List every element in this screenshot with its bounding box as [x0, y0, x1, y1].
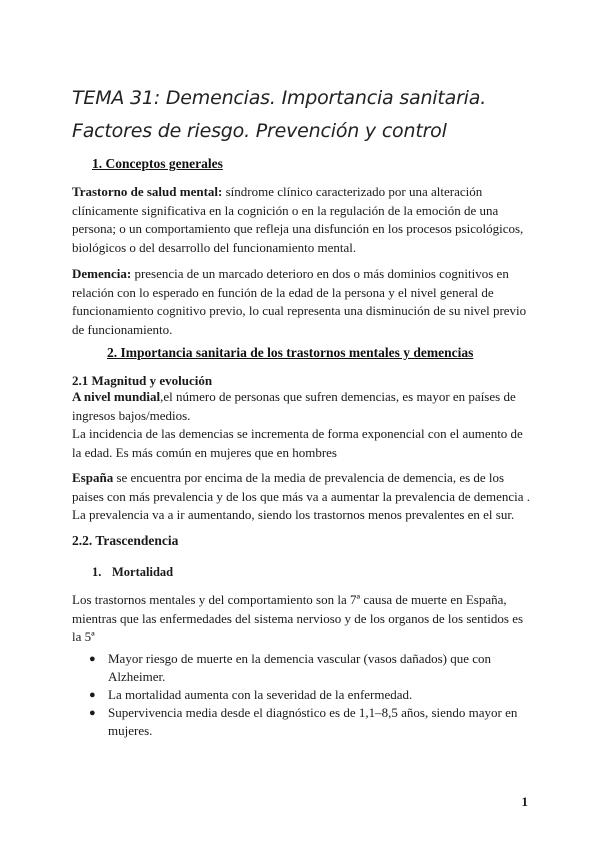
paragraph-line: La prevalencia va a ir aumentando, siendo los trastornos menos prevalentes en el sur. — [72, 507, 515, 522]
paragraph-text: ,el número de personas que sufren demencias, es mayor en países de — [160, 389, 516, 404]
subsection-heading-magnitud: 2.1 Magnitud y evolución — [72, 373, 213, 388]
section-heading-importancia: 2. Importancia sanitaria de los trastornos mentales y demencias — [107, 345, 474, 360]
list-item — [86, 704, 526, 740]
bullet-icon: ● — [89, 689, 96, 701]
paragraph-line: ingresos bajos/medios. — [72, 407, 191, 423]
paragraph-trastorno-definition — [72, 183, 532, 257]
paragraph-line: funcionamiento cognitivo previo, lo cual representa una disminución de su nivel previo — [72, 303, 527, 318]
paragraph-nivel-mundial — [72, 388, 532, 462]
paragraph-line: clínicamente significativa en la cognición o en la regulación de la emoción de una — [72, 202, 499, 218]
term-label: A nivel mundial — [72, 389, 161, 404]
section-heading-conceptos: 1. Conceptos generales — [92, 156, 223, 171]
paragraph-text: presencia de un marcado deterioro en dos o más dominios cognitivos en — [134, 266, 509, 281]
item-label: Mortalidad — [112, 565, 174, 579]
bullet-icon: ● — [89, 707, 96, 719]
bullet-icon: ● — [89, 653, 96, 665]
paragraph-line: paises con más prevalencia y de los que más va a aumentar la prevalencia de demencia . — [72, 488, 531, 504]
paragraph-line: Los trastornos mentales y del comportamiento son la 7ª causa de muerte en España, — [72, 592, 507, 607]
list-item-line: La mortalidad aumenta con la severidad de la enfermedad. — [108, 687, 413, 702]
paragraph-line: mientras que las enfermedades del sistema nervioso y de los organos de los sentidos es — [72, 610, 524, 626]
list-item-line: mujeres. — [108, 723, 153, 738]
paragraph-mortalidad — [72, 591, 532, 647]
paragraph-line — [72, 388, 532, 407]
bullet-list — [86, 650, 526, 740]
paragraph-line: biológicos o del desarrollo del funcionamiento mental. — [72, 239, 357, 255]
paragraph-text: síndrome clínico caracterizado por una alteración — [225, 184, 483, 199]
term-label: España — [72, 470, 114, 485]
paragraph-demencia-definition — [72, 265, 532, 339]
paragraph-line: relación con lo esperado en función de la edad de la persona y el nivel general de — [72, 284, 494, 300]
paragraph-espana — [72, 469, 532, 525]
term-label: Demencia: — [72, 266, 132, 281]
paragraph-line: persona; o un comportamiento que refleja una disfunción en los procesos psicológicos, — [72, 221, 524, 236]
document-title: TEMA 31: Demencias. Importancia sanitaria. Factores de riesgo. Prevención y control — [72, 87, 487, 142]
term-label: Trastorno de salud mental: — [72, 184, 223, 199]
paragraph-line — [72, 469, 532, 488]
paragraph-line: de funcionamiento. — [72, 321, 173, 337]
list-item-line: Mayor riesgo de muerte en la demencia vascular (vasos dañados) que con — [108, 651, 491, 666]
list-item — [86, 650, 526, 686]
subsection-heading-trascendencia: 2.2. Trascendencia — [72, 533, 179, 548]
numbered-item-mortalidad — [92, 565, 173, 580]
paragraph-line: la 5ª — [72, 629, 95, 644]
list-item — [86, 686, 526, 704]
paragraph-text: se encuentra por encima de la media de prevalencia de demencia, es de los — [113, 470, 505, 485]
page-number: 1 — [521, 794, 528, 809]
paragraph-line — [72, 183, 532, 202]
list-item-line: Supervivencia media desde el diagnóstico es de 1,1–8,5 años, siendo mayor en — [108, 705, 518, 720]
item-number: 1. — [92, 565, 102, 579]
paragraph-line: La incidencia de las demencias se incrementa de forma exponencial con el aumento de — [72, 426, 523, 441]
paragraph-line — [72, 265, 532, 284]
paragraph-line: la edad. Es más común en mujeres que en hombres — [72, 444, 337, 460]
list-item-line: Alzheimer. — [108, 669, 166, 684]
